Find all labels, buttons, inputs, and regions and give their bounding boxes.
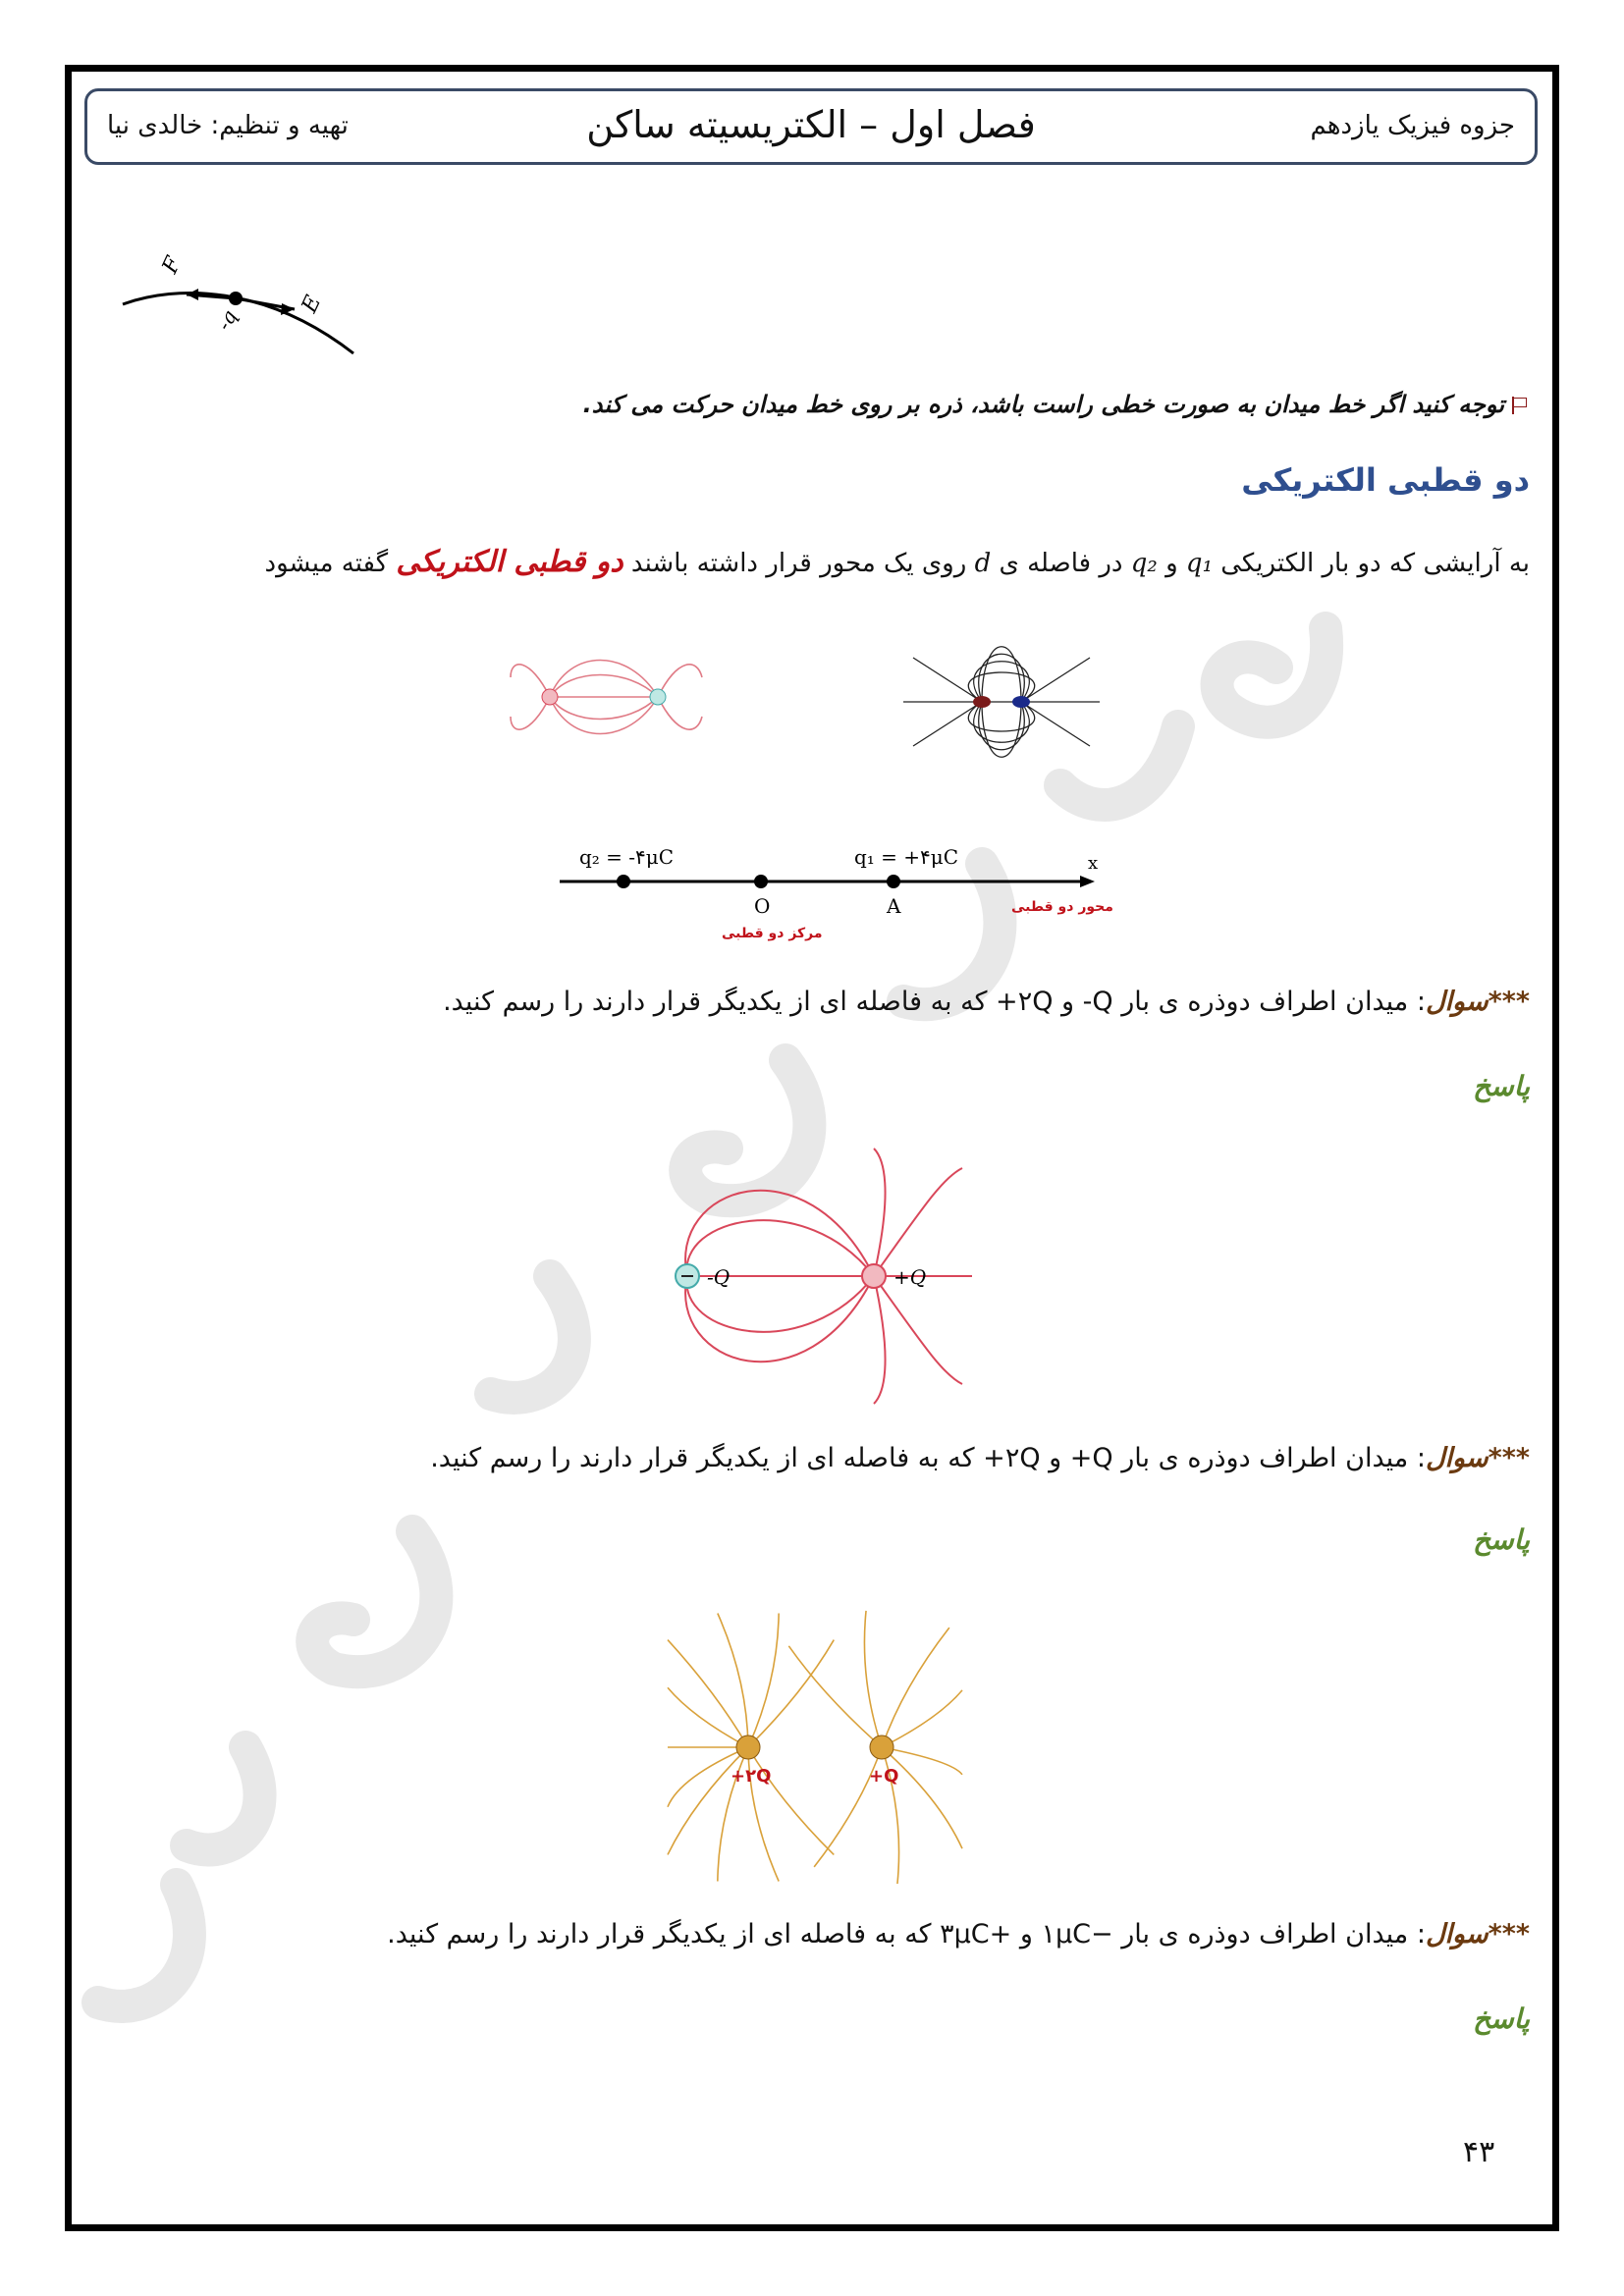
answer-2-label: پاسخ [1473, 1523, 1530, 1556]
q1-symbol: q₁ [1185, 549, 1213, 578]
field-line [788, 1646, 882, 1747]
field-line [718, 1614, 748, 1747]
intro-text-2: در فاصله ی [991, 549, 1131, 578]
note [583, 391, 1530, 418]
answer-2-figure [668, 1600, 962, 1895]
q2-label: q₂ = -۴μC [579, 845, 675, 869]
question-3-heading: ***سوال [1425, 1919, 1530, 1949]
answer-3-label: پاسخ [1473, 2002, 1530, 2035]
field-line [748, 1614, 779, 1747]
section-title: دو قطبی الکتریکی [1241, 461, 1530, 499]
dipole-field-figure-pink [511, 638, 707, 756]
page-number: ۴۳ [1463, 2135, 1495, 2169]
header-chapter-title: فصل اول – الکتریسیته ساکن [586, 103, 1036, 146]
field-label: E [297, 292, 327, 317]
right-charge-label: +Q [869, 1766, 899, 1787]
intro-text-1: به آرایشی که دو بار الکتریکی [1213, 549, 1530, 578]
field-line [668, 1687, 748, 1747]
intro-text-4: گفته میشود [264, 549, 397, 578]
intro-and: و [1157, 549, 1186, 578]
dipole-axis-figure [550, 834, 1119, 952]
answer-1-figure [628, 1148, 982, 1404]
question-2-text: : میدان اطراف دوذره ی بار Q+ و ۲Q+ که به فاصله ای از یکدیگر قرار دارند را رسم کنید. [430, 1443, 1426, 1473]
force-label: F [157, 253, 187, 278]
question-1 [443, 987, 1530, 1017]
center-label: مرکز دو قطبی [722, 926, 823, 941]
dipole-highlight: دو قطبی الکتریکی [396, 545, 623, 579]
header-author: تهیه و تنظیم: خالدی نیا [107, 111, 349, 140]
neg-charge-label: -Q [707, 1265, 731, 1289]
field-line-figure [118, 245, 373, 363]
question-2-heading: ***سوال [1425, 1443, 1530, 1473]
axis-label: محور دو قطبی [1011, 899, 1113, 915]
question-3-text: : میدان اطراف دوذره ی بار −۱μC و +۳μC که به فاصله ای از یکدیگر قرار دارند را رسم کنید. [387, 1919, 1426, 1949]
q1-label: q₁ = +۴μC [854, 845, 959, 869]
dipole-field-figure-black [903, 628, 1100, 775]
a-label: A [887, 894, 901, 918]
charge-label: -q [211, 305, 243, 335]
left-charge-label: +۲Q [731, 1766, 772, 1787]
intro-paragraph [96, 545, 1530, 579]
o-label: O [754, 894, 771, 918]
note-text: توجه کنید اگر خط میدان به صورت خطی راست باشد، ذره بر روی خط میدان حرکت می کند. [582, 391, 1504, 418]
field-line [748, 1640, 834, 1747]
field-line [864, 1611, 882, 1747]
d-symbol: d [974, 549, 992, 578]
question-2 [430, 1443, 1530, 1473]
field-line [668, 1747, 748, 1854]
intro-text-3: روی یک محور قرار داشته باشند [623, 549, 975, 578]
pos-charge-label: +Q [893, 1265, 927, 1289]
field-line [882, 1628, 949, 1747]
flag-icon [1512, 397, 1530, 414]
field-line [668, 1640, 748, 1747]
question-1-heading: ***سوال [1425, 987, 1530, 1017]
answer-1-label: پاسخ [1473, 1070, 1530, 1102]
field-line [748, 1747, 834, 1854]
q2-symbol: q₂ [1130, 549, 1158, 578]
x-label: x [1088, 853, 1099, 874]
question-1-text: : میدان اطراف دوذره ی بار Q- و ۲Q+ که به فاصله ای از یکدیگر قرار دارند را رسم کنید. [443, 987, 1426, 1017]
page-header [84, 88, 1538, 165]
header-book-title: جزوه فیزیک یازدهم [1310, 111, 1515, 140]
question-3 [387, 1919, 1530, 1949]
